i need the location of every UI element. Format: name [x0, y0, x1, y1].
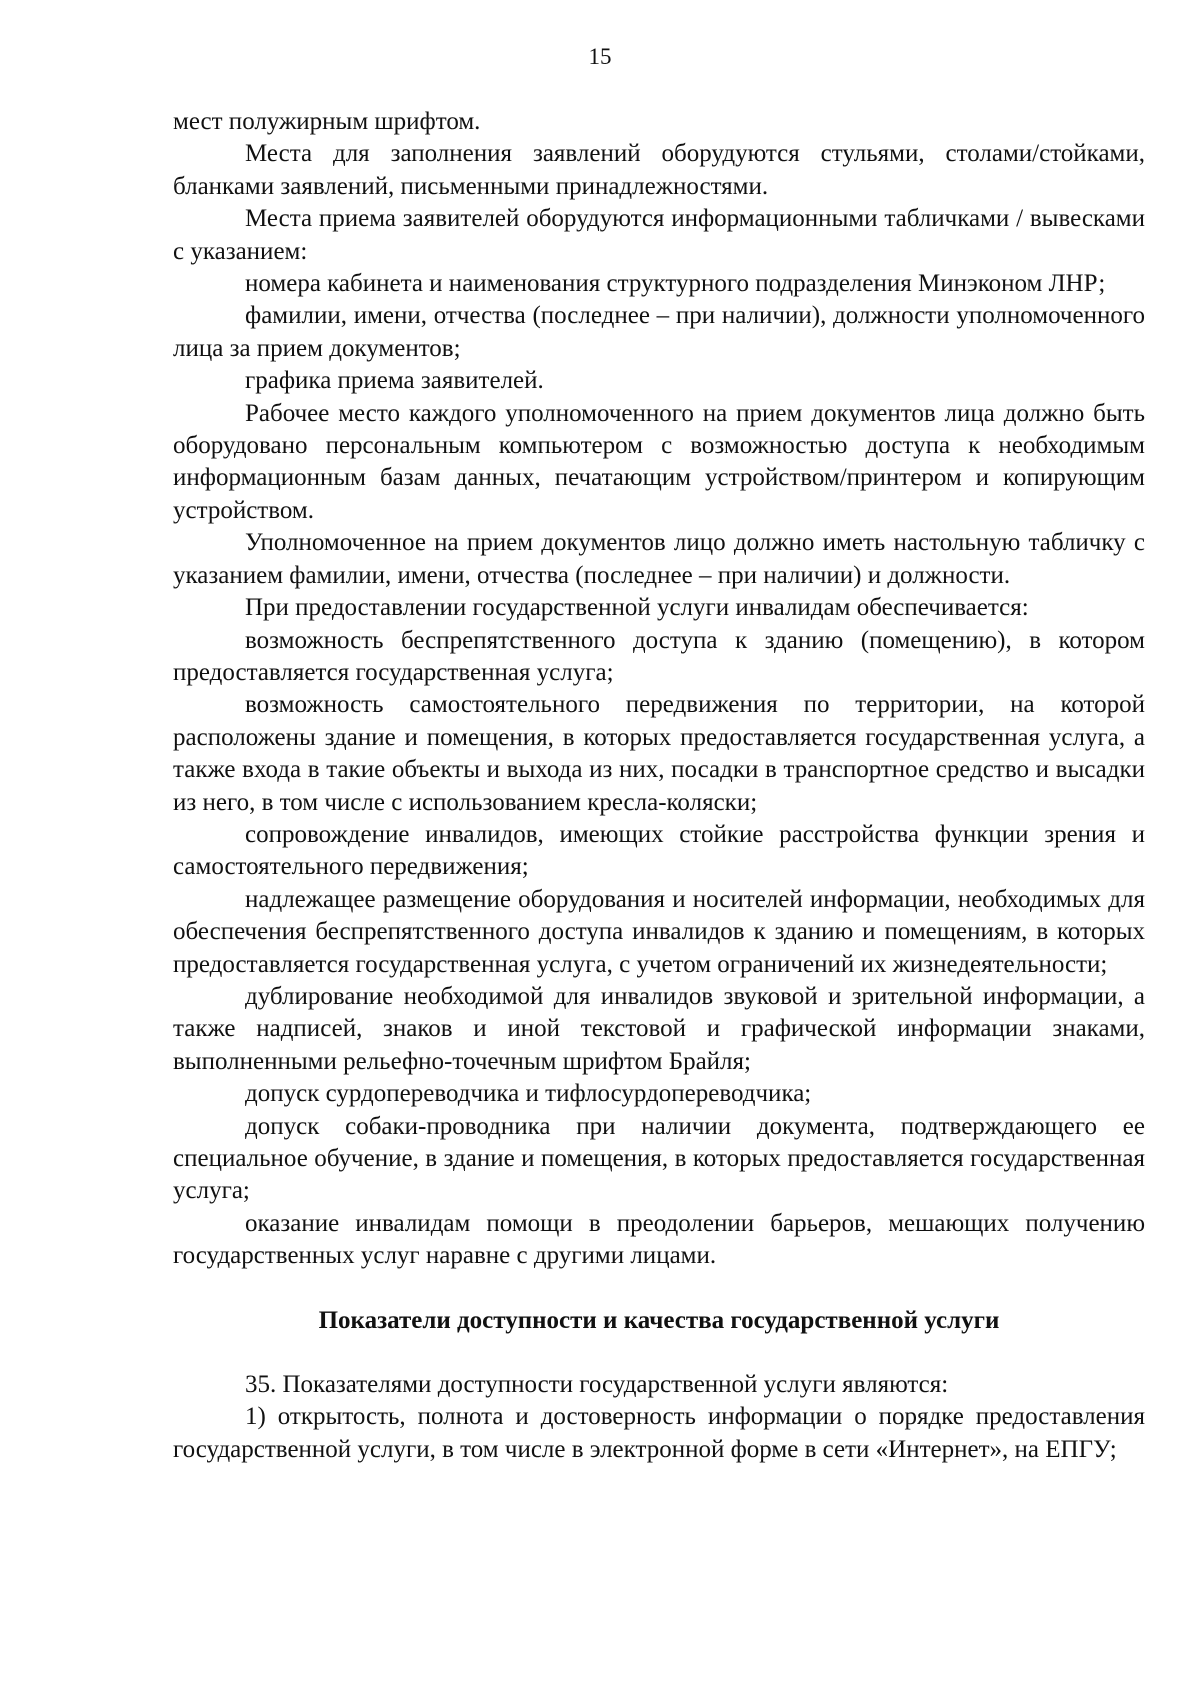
section-heading: Показатели доступности и качества государственной услуги: [318, 1306, 1000, 1334]
paragraph: надлежащее размещение оборудования и носителей информации, необходимых для обеспечения беспрепятственного доступа инвалидов к зданию и помещениям, в которых предоставляется государственная услуга, с учетом ограничений их жизнедеятельности;: [173, 885, 1145, 978]
paragraph: сопровождение инвалидов, имеющих стойкие расстройства функции зрения и самостоятельного передвижения;: [173, 820, 1145, 881]
paragraph: возможность беспрепятственного доступа к зданию (помещению), в котором предоставляется государственная услуга;: [173, 626, 1145, 686]
paragraph: фамилии, имени, отчества (последнее – при наличии), должности уполномоченного лица за прием документов;: [173, 302, 1145, 362]
paragraph: Уполномоченное на прием документов лицо должно иметь настольную табличку с указанием фамилии, имени, отчества (последнее – при наличии) и должности.: [173, 529, 1145, 589]
paragraph: графика приема заявителей.: [245, 367, 544, 395]
paragraph: номера кабинета и наименования структурного подразделения Минэконом ЛНР;: [245, 270, 1106, 298]
paragraph: 35. Показателями доступности государственной услуги являются:: [245, 1371, 949, 1399]
paragraph: При предоставлении государственной услуги инвалидам обеспечивается:: [245, 594, 1029, 622]
paragraph: 1) открытость, полнота и достоверность информации о порядке предоставления государственной услуги, в том числе в электронной форме в сети «Интернет», на ЕПГУ;: [173, 1403, 1145, 1463]
page-number: 15: [588, 44, 612, 69]
paragraph: дублирование необходимой для инвалидов звуковой и зрительной информации, а также надписей, знаков и иной текстовой и графической информации знаками, выполненными рельефно-точечным шрифтом Брайля;: [173, 982, 1145, 1075]
paragraph: допуск собаки-проводника при наличии документа, подтверждающего ее специальное обучение, в здание и помещения, в которых предоставляется государственная услуга;: [173, 1112, 1145, 1205]
paragraph: допуск сурдопереводчика и тифлосурдопереводчика;: [245, 1080, 812, 1108]
paragraph: Места для заполнения заявлений оборудуются стульями, столами/стойками, бланками заявлений, письменными принадлежностями.: [173, 140, 1145, 200]
paragraph: возможность самостоятельного передвижения по территории, на которой расположены здание и помещения, в которых предоставляется государственная услуга, а также входа в такие объекты и выхода из них, посадки в транспортное средство и высадки из него, в том числе с использованием кресла-коляски;: [173, 691, 1145, 816]
paragraph: оказание инвалидам помощи в преодолении барьеров, мешающих получению государственных услуг наравне с другими лицами.: [173, 1209, 1145, 1270]
paragraph: Рабочее место каждого уполномоченного на прием документов лица должно быть оборудовано персональным компьютером с возможностью доступа к необходимым информационным базам данных, печатающим устройством/принтером и копирующим устройством.: [173, 399, 1145, 524]
paragraph: мест полужирным шрифтом.: [173, 108, 481, 135]
document-body: [173, 106, 1145, 1466]
paragraph: Места приема заявителей оборудуются информационными табличками / вывесками с указанием:: [173, 205, 1145, 265]
